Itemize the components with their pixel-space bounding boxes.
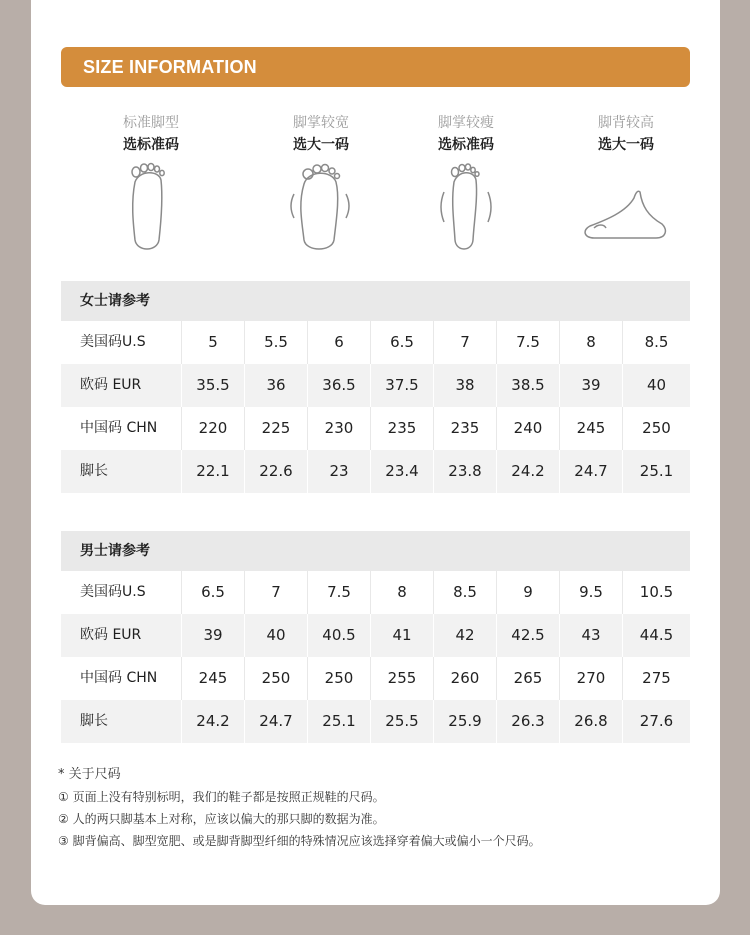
- table-cell: 235: [370, 407, 433, 450]
- foot-type-desc: 脚掌较宽: [293, 115, 349, 131]
- row-label: 中国码 CHN: [80, 670, 158, 686]
- notes-title: * 关于尺码: [58, 767, 121, 782]
- table-row: [61, 614, 690, 657]
- table-cell: 5.5: [244, 321, 307, 364]
- table-cell: 42: [433, 614, 496, 657]
- table-cell: 250: [244, 657, 307, 700]
- table-cell: 275: [622, 657, 690, 700]
- table-cell: 5: [181, 321, 244, 364]
- foot-type-advice: 选大一码: [293, 137, 349, 153]
- table-cell: 6.5: [370, 321, 433, 364]
- table-row: [61, 700, 690, 743]
- size-info-banner: SIZE INFORMATION: [61, 47, 690, 87]
- high-instep-foot-icon: [576, 162, 676, 254]
- table-cell: 40: [622, 364, 690, 407]
- table-row: [61, 450, 690, 493]
- table-row: [61, 407, 690, 450]
- standard-foot-icon: [121, 162, 181, 254]
- table-cell: 270: [559, 657, 622, 700]
- table-cell: 8.5: [622, 321, 690, 364]
- table-cell: 25.1: [307, 700, 370, 743]
- row-label: 脚长: [80, 463, 108, 479]
- table-cell: 35.5: [181, 364, 244, 407]
- table-cell: 6: [307, 321, 370, 364]
- foot-type-standard: [86, 112, 216, 254]
- row-label: 美国码U.S: [80, 334, 146, 350]
- note-line: ① 页面上没有特别标明，我们的鞋子都是按照正规鞋的尺码。: [58, 790, 385, 804]
- foot-type-advice: 选大一码: [598, 137, 654, 153]
- table-cell: 9: [496, 571, 559, 614]
- table-cell: 25.5: [370, 700, 433, 743]
- table-cell: 230: [307, 407, 370, 450]
- wide-foot-icon: [286, 162, 356, 254]
- foot-type-advice: 选标准码: [123, 137, 179, 153]
- table-cell: 23.8: [433, 450, 496, 493]
- table-cell: 24.2: [496, 450, 559, 493]
- row-label: 欧码 EUR: [80, 627, 142, 643]
- row-label: 美国码U.S: [80, 584, 146, 600]
- table-cell: 250: [307, 657, 370, 700]
- table-cell: 25.9: [433, 700, 496, 743]
- table-cell: 37.5: [370, 364, 433, 407]
- table-cell: 7.5: [496, 321, 559, 364]
- table-cell: 43: [559, 614, 622, 657]
- table-cell: 8: [559, 321, 622, 364]
- table-cell: 36: [244, 364, 307, 407]
- table-row: [61, 571, 690, 614]
- table-cell: 220: [181, 407, 244, 450]
- table-cell: 41: [370, 614, 433, 657]
- men-table-title: 男士请参考: [61, 531, 690, 571]
- table-cell: 265: [496, 657, 559, 700]
- table-cell: 10.5: [622, 571, 690, 614]
- women-table-title: 女士请参考: [61, 281, 690, 321]
- table-cell: 245: [181, 657, 244, 700]
- note-line: ③ 脚背偏高、脚型宽肥、或是脚背脚型纤细的特殊情况应该选择穿着偏大或偏小一个尺码。: [58, 834, 541, 848]
- table-cell: 39: [559, 364, 622, 407]
- table-cell: 36.5: [307, 364, 370, 407]
- table-cell: 240: [496, 407, 559, 450]
- table-cell: 245: [559, 407, 622, 450]
- foot-type-desc: 标准脚型: [123, 115, 179, 131]
- foot-type-high-instep: [561, 112, 691, 254]
- table-cell: 7: [244, 571, 307, 614]
- table-cell: 38: [433, 364, 496, 407]
- table-row: [61, 657, 690, 700]
- table-cell: 235: [433, 407, 496, 450]
- table-cell: 42.5: [496, 614, 559, 657]
- foot-type-guide: [61, 112, 690, 272]
- table-cell: 6.5: [181, 571, 244, 614]
- foot-type-advice: 选标准码: [438, 137, 494, 153]
- table-row: [61, 364, 690, 407]
- table-cell: 255: [370, 657, 433, 700]
- table-cell: 7: [433, 321, 496, 364]
- women-size-table: [61, 281, 690, 493]
- table-cell: 225: [244, 407, 307, 450]
- row-label: 中国码 CHN: [80, 420, 158, 436]
- row-label: 脚长: [80, 713, 108, 729]
- table-cell: 26.3: [496, 700, 559, 743]
- table-cell: 7.5: [307, 571, 370, 614]
- table-row: [61, 321, 690, 364]
- foot-type-desc: 脚掌较瘦: [438, 115, 494, 131]
- row-label: 欧码 EUR: [80, 377, 142, 393]
- table-cell: 40: [244, 614, 307, 657]
- foot-type-desc: 脚背较高: [598, 115, 654, 131]
- foot-type-wide: [256, 112, 386, 254]
- table-cell: 8.5: [433, 571, 496, 614]
- men-size-table: [61, 531, 690, 743]
- table-cell: 22.1: [181, 450, 244, 493]
- table-cell: 24.7: [559, 450, 622, 493]
- table-cell: 8: [370, 571, 433, 614]
- table-cell: 38.5: [496, 364, 559, 407]
- table-cell: 44.5: [622, 614, 690, 657]
- table-cell: 27.6: [622, 700, 690, 743]
- foot-type-narrow: [401, 112, 531, 254]
- table-cell: 40.5: [307, 614, 370, 657]
- table-cell: 9.5: [559, 571, 622, 614]
- table-cell: 260: [433, 657, 496, 700]
- size-notes: [58, 764, 678, 852]
- table-cell: 24.7: [244, 700, 307, 743]
- size-card: [31, 0, 720, 905]
- table-cell: 22.6: [244, 450, 307, 493]
- table-cell: 39: [181, 614, 244, 657]
- table-cell: 24.2: [181, 700, 244, 743]
- table-cell: 25.1: [622, 450, 690, 493]
- table-cell: 26.8: [559, 700, 622, 743]
- narrow-foot-icon: [436, 162, 496, 254]
- note-line: ② 人的两只脚基本上对称，应该以偏大的那只脚的数据为准。: [58, 812, 385, 826]
- table-cell: 23: [307, 450, 370, 493]
- table-cell: 250: [622, 407, 690, 450]
- table-cell: 23.4: [370, 450, 433, 493]
